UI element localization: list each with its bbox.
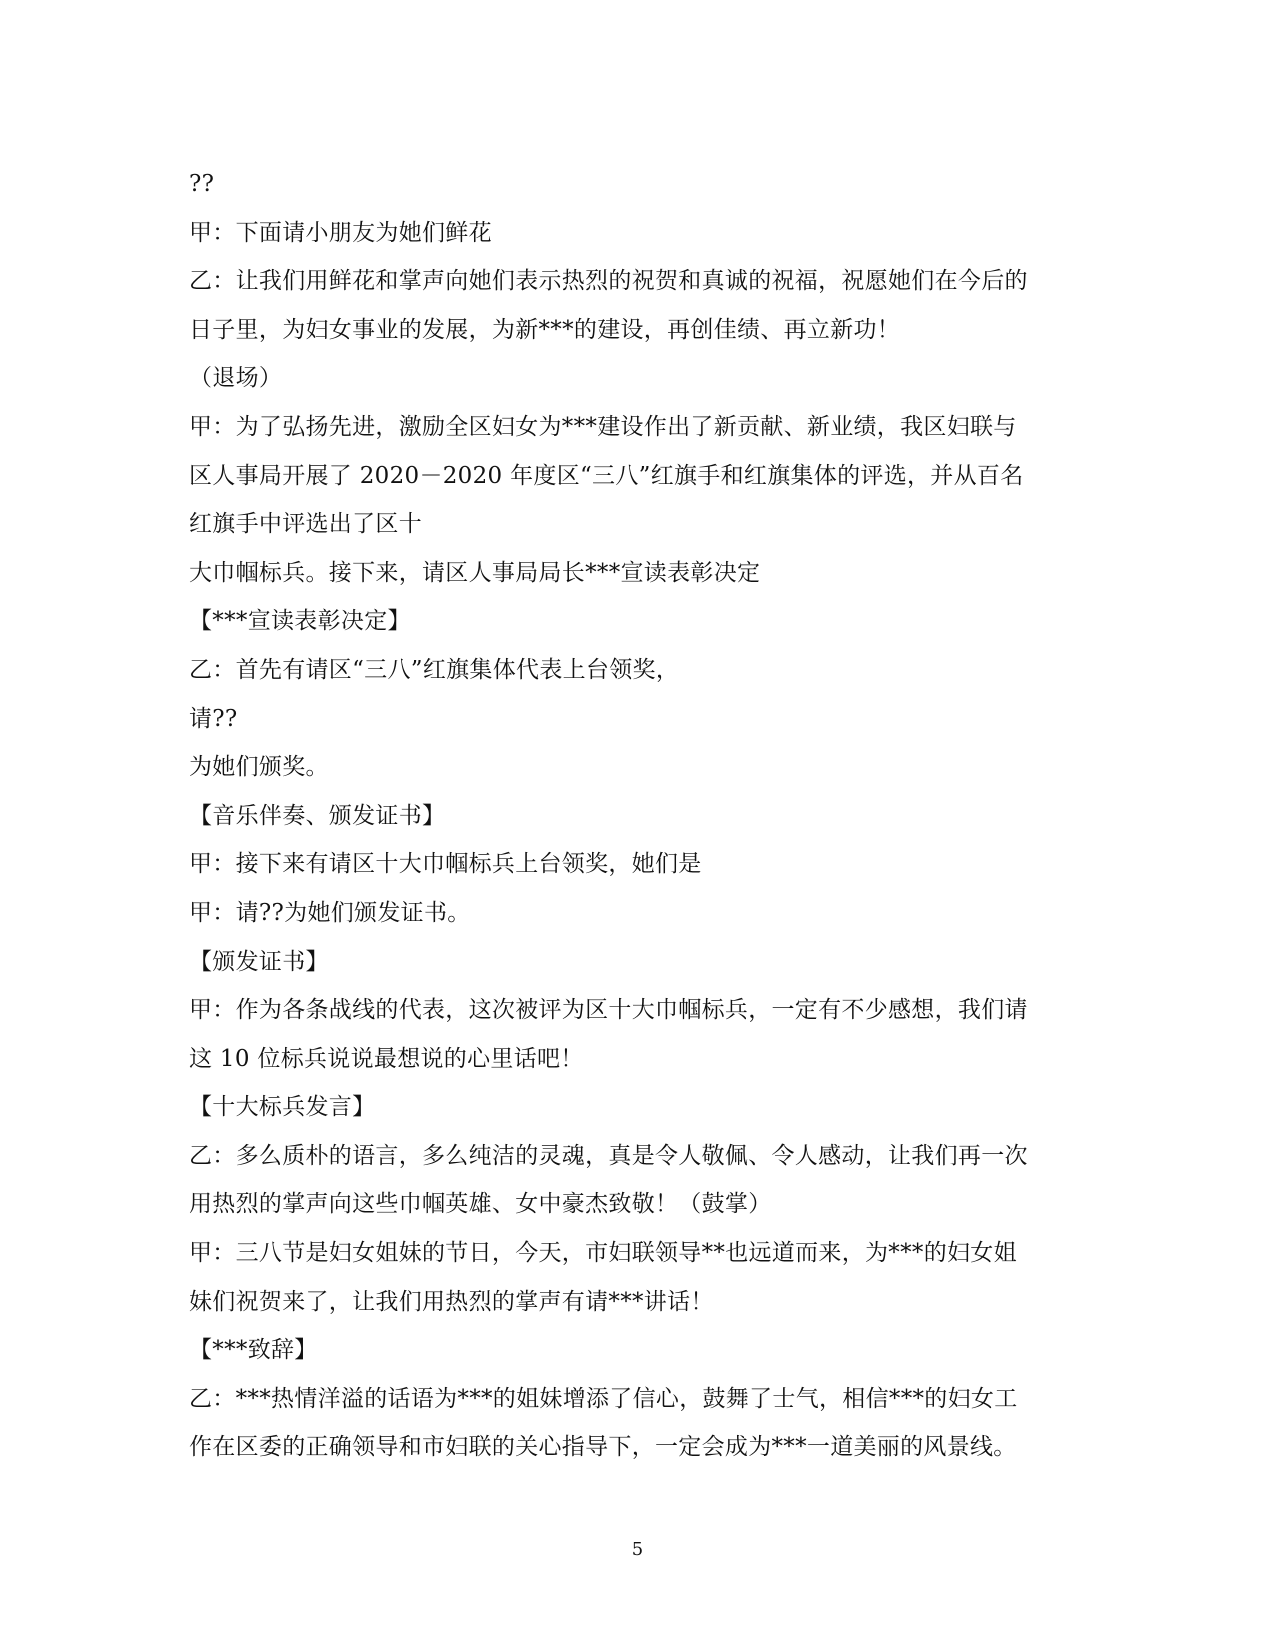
text-line: 【颁发证书】 bbox=[189, 948, 329, 975]
text-line: 甲：请??为她们颁发证书。 bbox=[189, 899, 471, 926]
text-line: 乙：***热情洋溢的话语为***的姐妹增添了信心，鼓舞了士气，相信***的妇女工 bbox=[189, 1385, 1018, 1412]
text-line: 区人事局开展了 2020－2020 年度区“三八”红旗手和红旗集体的评选，并从百名 bbox=[189, 462, 1024, 489]
text-line: 甲：下面请小朋友为她们鲜花 bbox=[189, 219, 492, 246]
text-line: 作在区委的正确领导和市妇联的关心指导下，一定会成为***一道美丽的风景线。 bbox=[189, 1434, 1017, 1461]
text-line: 【音乐伴奏、颁发证书】 bbox=[189, 802, 446, 829]
page-number: 5 bbox=[631, 1539, 644, 1560]
text-line: 为她们颁奖。 bbox=[189, 754, 329, 781]
text-line: （退场） bbox=[189, 365, 283, 392]
text-line: 大巾帼标兵。接下来，请区人事局局长***宣读表彰决定 bbox=[189, 559, 761, 586]
text-line: 红旗手中评选出了区十 bbox=[189, 511, 422, 538]
text-line: 甲：接下来有请区十大巾帼标兵上台领奖，她们是 bbox=[189, 851, 702, 878]
text-line: 甲：为了弘扬先进，激励全区妇女为***建设作出了新贡献、新业绩，我区妇联与 bbox=[189, 413, 1017, 440]
text-line: 用热烈的掌声向这些巾帼英雄、女中豪杰致敬！（鼓掌） bbox=[189, 1191, 772, 1218]
text-line: 乙：多么质朴的语言，多么纯洁的灵魂，真是令人敬佩、令人感动，让我们再一次 bbox=[189, 1142, 1028, 1169]
document-body bbox=[189, 160, 1089, 1472]
text-line: 乙：首先有请区“三八”红旗集体代表上台领奖， bbox=[189, 656, 680, 683]
text-line: 乙：让我们用鲜花和掌声向她们表示热烈的祝贺和真诚的祝福，祝愿她们在今后的 bbox=[189, 268, 1028, 295]
text-line: 甲：作为各条战线的代表，这次被评为区十大巾帼标兵，一定有不少感想，我们请 bbox=[189, 997, 1028, 1024]
text-line: 【***宣读表彰决定】 bbox=[189, 608, 411, 635]
text-line: 【***致辞】 bbox=[189, 1337, 318, 1364]
text-line: ?? bbox=[189, 171, 215, 197]
text-line: 请?? bbox=[189, 705, 238, 732]
text-line: 日子里，为妇女事业的发展，为新***的建设，再创佳绩、再立新功！ bbox=[189, 316, 901, 343]
text-line: 妹们祝贺来了，让我们用热烈的掌声有请***讲话！ bbox=[189, 1288, 714, 1315]
text-line: 这 10 位标兵说说最想说的心里话吧！ bbox=[189, 1045, 584, 1072]
text-line: 甲：三八节是妇女姐妹的节日，今天，市妇联领导**也远道而来，为***的妇女姐 bbox=[189, 1240, 1017, 1267]
text-line: 【十大标兵发言】 bbox=[189, 1094, 376, 1121]
